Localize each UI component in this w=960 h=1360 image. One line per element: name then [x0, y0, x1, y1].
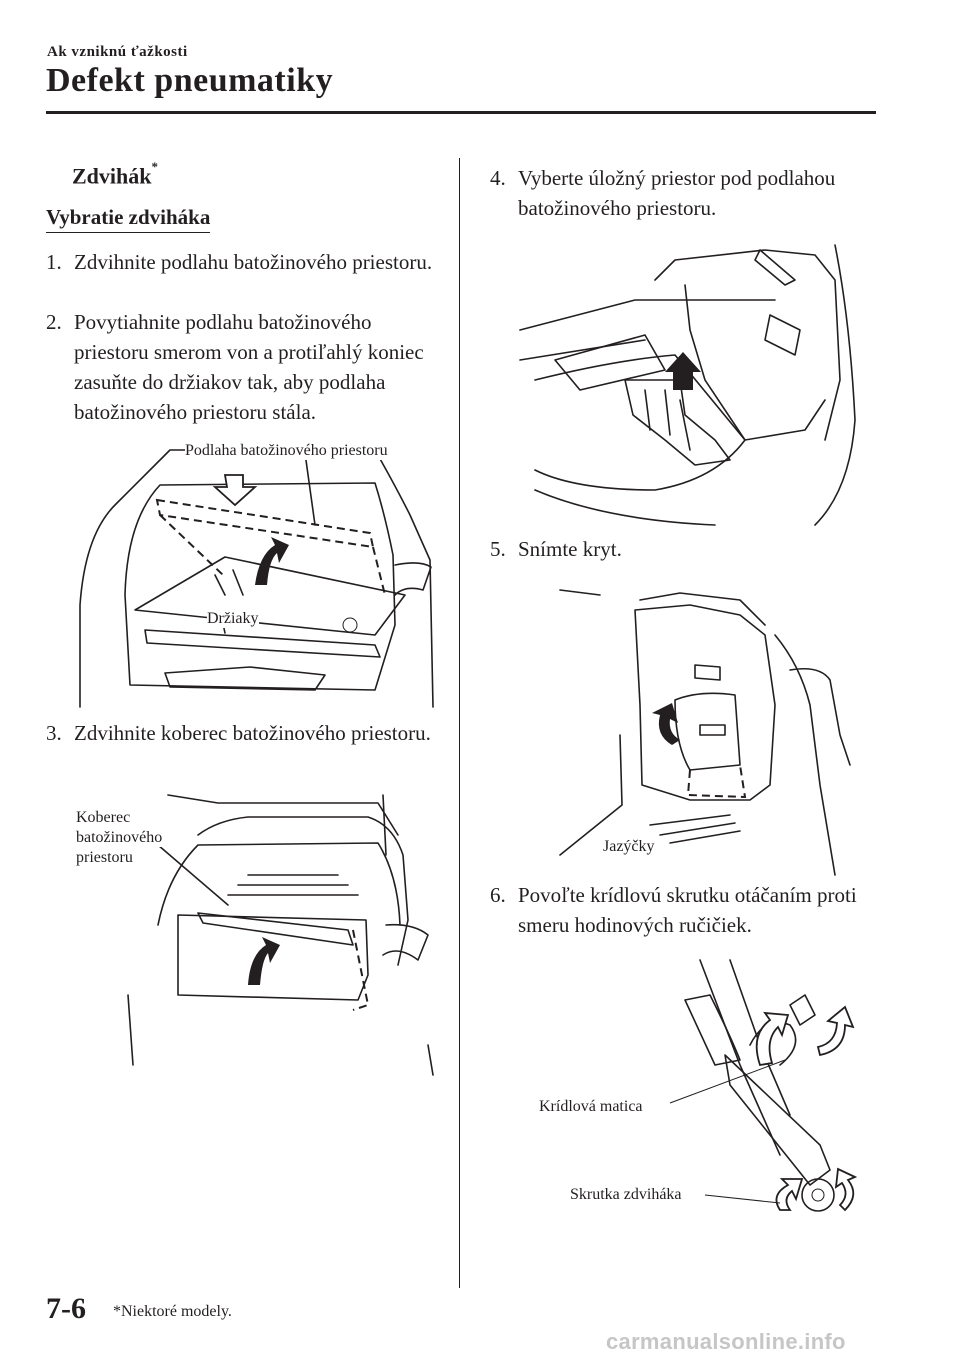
step-3	[46, 718, 441, 748]
figure-cover	[560, 585, 855, 875]
section-label: Ak vzniknú ťažkosti	[47, 44, 188, 60]
footnote: *Niektoré modely.	[113, 1303, 232, 1320]
step-text: Povytiahnite podlahu batožinového priestoru smerom von a protiľahlý koniec zasuňte do držiakov tak, aby podlaha batožinového priestoru stála.	[74, 310, 424, 424]
step-2	[46, 307, 441, 427]
heading-text: Zdvihák	[72, 163, 152, 189]
step-text: Zdvihnite koberec batožinového priestoru.	[74, 721, 431, 745]
label-carpet-2: batožinového	[76, 829, 163, 846]
footnote-mark: *	[151, 159, 158, 174]
label-jack-bolt: Skrutka zdviháka	[570, 1186, 682, 1203]
step-number: 6.	[490, 883, 506, 907]
figure-trunk-floor	[75, 445, 435, 707]
subheading: Vybratie zdviháka	[46, 205, 210, 233]
step-number: 2.	[46, 310, 62, 334]
label-trunk-floor: Podlaha batožinového priestoru	[185, 442, 388, 459]
step-4	[490, 163, 870, 223]
step-5	[490, 534, 870, 564]
section-heading	[72, 159, 158, 189]
title-rule	[46, 111, 876, 114]
step-text: Zdvihnite podlahu batožinového priestoru.	[74, 250, 433, 274]
page-title: Defekt pneumatiky	[46, 62, 334, 99]
step-number: 4.	[490, 166, 506, 190]
step-text: Povoľte krídlovú skrutku otáčaním proti smeru hodinových ručičiek.	[518, 883, 857, 937]
label-carpet-3: priestoru	[76, 849, 133, 866]
step-text: Vyberte úložný priestor pod podlahou batožinového priestoru.	[518, 166, 836, 220]
label-holders: Držiaky	[207, 610, 259, 627]
step-number: 5.	[490, 537, 506, 561]
step-text: Snímte kryt.	[518, 537, 622, 561]
step-number: 3.	[46, 721, 62, 745]
column-divider	[459, 158, 460, 1288]
page-number: 7-6	[46, 1292, 86, 1325]
label-tabs: Jazýčky	[603, 838, 655, 855]
step-6	[490, 880, 870, 940]
figure-jack-bolt	[670, 955, 865, 1230]
figure-trunk-carpet	[128, 795, 438, 1075]
watermark: carmanualsonline.info	[606, 1329, 846, 1354]
label-wing-nut: Krídlová matica	[539, 1098, 643, 1115]
figure-storage-box	[515, 240, 860, 525]
label-carpet-1: Koberec	[76, 809, 131, 826]
step-1	[46, 247, 441, 277]
step-number: 1.	[46, 250, 62, 274]
